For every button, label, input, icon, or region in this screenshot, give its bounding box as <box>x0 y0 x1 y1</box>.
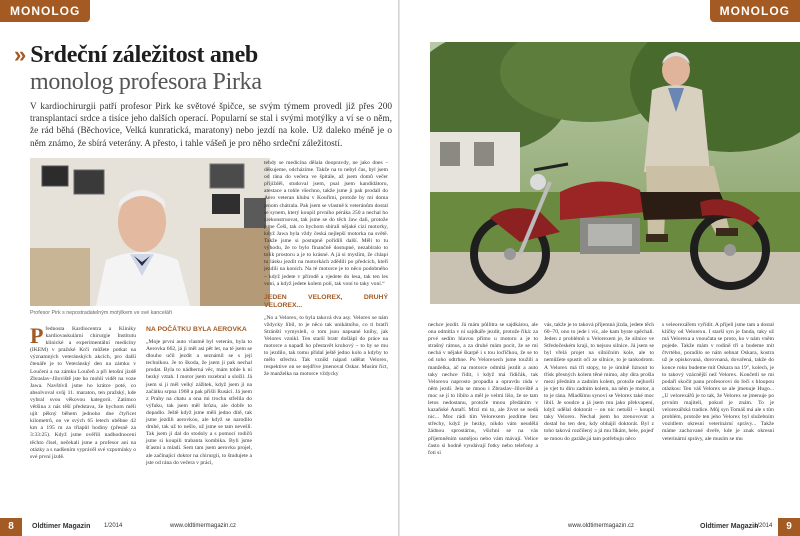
subheading-aerovka: NA POČÁTKU BYLA AEROVKA <box>146 326 247 333</box>
footer-magazine-right: Oldtimer Magazin <box>700 523 759 530</box>
right-column-1-text: nechce jezdit. Já mám půllitra se sajdkárou, ale ona odmítla v ní sajdkáře jezdit, protože říká: za prvé sedím hlavou přímo u motoru a je to strašný rámus, a za druhé mám pocit, že se mi nechá v nějaké škarpě i s tou loďičkou, že se to od toho odtrhne. Po Velorexech jsme toužili a manželka, ač na motorce odmítá jezdit a auto taky nechce řídit, i když má řidičák, tak Velorexu naprosto propadla a opravdu ráda v něm jezdí. Jela se mnou i Zbraslav–Jíloviště a moc se jí to líbilo a měl je velmi lišo, že se tam letos nedostanu, protože mnou předáním v kazaňské Antaří. Mrzí mi to, ale život se nedá nic... Moc rádi tím Velorexem jezdíme bez střechy, když je hezky, nikdo vám neudělá žádnou sprostárnu, všichni se na vás příjemněním usmějou nebo vám mávají. Velice často si hodně vyndávají fotky nebo telefony a foti si <box>428 322 538 456</box>
title-line-1: Srdeční záležitost aneb <box>30 42 258 68</box>
motorcycle-photo <box>430 42 800 304</box>
right-column-3 <box>662 322 774 443</box>
left-column-1-text: řednosta Kardiocentra a Kliniky kardiovaskulární chirurgie Institutu klinické a experimentální medicíny (IKEM) v pražské Krči můžete potkat na významných veteránských akcích, pro další čtenáře je to Veteránský den na zámku v Loučeni a na zámku Loučeň a při letošní jízdě Zbraslav–Jíloviště jste ho mohli vidět na voze Jawa. Navštívil jsme ho krátce poté, co absolvoval svůj 11. maraton, ten pražský, kde vybral svou věkovou kategorii. Zatímco většina z nás těší představa, že bychom měli ujít pěkný během jednoho dne čtyřicet kilometrů, on ve svých 65 letech uběhne 42 km a 195 m za třiapůl hodiny (přesně za 3:33:25). Když jsme ověřili nadhodnocení těchto čísel, nečekali jsme a profesor ani na otázky a s nadšením vyprávěl své vzpomínky o své první jízdě. <box>30 326 136 460</box>
footer-magazine-left: Oldtimer Magazin <box>32 523 91 530</box>
left-column-3 <box>264 160 388 379</box>
article-title <box>14 42 394 96</box>
footer-url-left: www.oldtimermagazin.cz <box>170 523 237 529</box>
title-line-2: monolog profesora Pirka <box>30 69 262 95</box>
left-column-1 <box>30 323 136 461</box>
page-number-left: 8 <box>0 518 22 536</box>
page-number-right: 9 <box>778 518 800 536</box>
article-lead: V kardiochirurgii patří profesor Pirk ke světové špičce, se svým týmem provedl již přes 200 transplantací srdce a tisíce jeho dalších operací. Popularní se stal i svými motýlky a ví se o něm, že rád běhá (Běchovice, Velká kunratická, maratony) nebo jezdí na kole. Už daleko méně je o něm známo, že sbírá veterány. A přesto, i tahle vášeň je pro něho srdeční záležitostí. <box>30 102 392 149</box>
footer-url-right: www.oldtimermagazin.cz <box>568 523 635 529</box>
subheading-velorex: JEDEN VELOREX, DRUHÝ VELOREX... <box>264 293 388 309</box>
section-label-right: MONOLOG <box>710 0 800 22</box>
footer-left <box>0 518 400 536</box>
office-illustration <box>30 158 270 306</box>
right-column-2-text: vás, takže je to taková příjemná jízda, jedete těch 60–70, ono to jede i víc, ale kam byste spěchali. Jeden z problémů u Velorexem je, že silnice ve Středočeském kraji, to nejsou silnice. Já jsem se byl vřelá projet na silničním kole, ale to nemůžete spustit oči ze silnice, to je tankodrom. A Velorex má tři stopy, to je úmlně liznout to třísk přesných kolem těné mimo, aby díra prošla mezi předním a zadním kolem, protože nejhorší je vjet tu díru zadním kolem, na něm je motor, a to je rána. Mladšímu synovi se Velorex také moc líbil. Je soudce a já jsem mu jako překvapení, když udělal doktorát – on nic netušil – koupil taky Velorex. Nechal jsem ho zrenovovat a dostal ho ten den, kdy obhájil doktorát. Byl z toho taková rozčilený a já mu říkám, hele, pojeď se mnou do garáže,já tam potřebuju něco <box>544 322 654 442</box>
section-label-left: MONOLOG <box>0 0 90 22</box>
footer-right <box>400 518 800 536</box>
title-marker: » <box>14 42 27 67</box>
left-column-3-text-2: „No a Velorex, to byla taková dva asy. Velorex se nám vždycky líbil, to je něco tak unikátního, co ti bratři Stránští vymysleli, o tom jsou napsané knihy, jak Velorex vznikl. Ten starší bratr došlápl do práce na motorce a napadl ho přestavět kruhový – to by se mu to jezdilo, tak tomu přidal ještě jedno kolo a kdyby to mělo střechu. Tak vznikl nápad udělat Velorex, respektive on se nejdříve jmenoval Oskar. Musím říct, že manželka na motorce vždycky <box>264 314 388 378</box>
left-column-3-text: tehdy se medicína dělala doopravdy, ne jako dnes – děkujeme, odcházíme. Takže na to nebyl čas, byl jsem od rána do večera ve špitále, až jsem domů večer přijížděl, studoval jsem, psal jsem kandidátoru, atestace a tohle všechno, takže jsme ji pak prodali do Aero veteran klubu v Kouřimi, protože by mi doma jenom chátrala. Pak jsem se vlastně k veteránům dostal se synem, který koupil prvního péráka 250 a nechal ho zrekonstruovat, tak jsme se do těch Jaw dali, protože jsme Češi, tak co bychom sbírali nějaké cizí motorky, když Jawa byla vždy česká nejlepší motorka na světě. Takže jsme si postupně pořídili další. Měli to tu výhodu, že to bylo finančně dostupné, nezabíralo to tolik prostoru a je to krásné. A já si myslím, že chlapi tu lásku jezdit na motorkách zdědili po předcích, kteří jezdili na koních. Na té motorce je to něco podobného – když jedete v přírodě a vjedete do lesa, tak ten les voní, a když jedete kolem polí, tak voní to taky voní.“ <box>264 160 388 287</box>
right-column-1 <box>428 322 538 457</box>
photo-caption: Profesor Pirk s nepostradatelným motýlkem ve své kanceláři <box>30 310 172 316</box>
right-column-3-text: s veleorexářem vyřídit. A přijeli jsme tam a dostal klíčky od Velorexu. I starší syn je fanda, taky už má Velorexa a vnoučata se proto, ko v nám vněm pojede. Takže mám v rodině tři a budeme mít čtvrtého, poradilo se nám sehnat Oskara, kostra už je opiskovaná, dorovnaná, dovařená, takže do konce roku budeme mít Oskara na 19", kolech, je to takový vzácnější než Velorex. Končetli se mi podaří skočit panu profesorovi do řeči s hloupou otázkou: Ten váš Velorex se ale jmenuje Hugo... „U velorexářů je to tak, že Velorex se jmenuje po prvním majiteli, pokud je znám. To je velorexářská tradice. Můj syn Tomáš má ale s tím problém, protože ten jeho Velorex byl služebním vozidlem okresní veterinární správy... Takže máme zachované dveře, kde je znak okresní veterinární správy, ale musím se mu <box>662 322 774 442</box>
drop-cap: P <box>30 323 44 348</box>
footer-issue-left: 1/2014 <box>104 523 123 529</box>
right-column-2 <box>544 322 654 443</box>
left-column-2 <box>146 320 252 467</box>
office-photo <box>30 158 270 306</box>
motorcycle-illustration <box>430 42 800 304</box>
footer-issue-right: 1/2014 <box>754 523 773 529</box>
left-column-2-text: „Moje první auto vlastně byl veterán, byla to Aerovka 662, já ji měl asi pět let, na té jsem se dlouho učil jezdit a seznámil se s její technikou. Je to škoda, že jsem ji pak nechal prodat. Byla to nádherná věc, mám tohle k ní hezký vztah. I motor jsem rozebral a složil. Já jsem si ji měl velký zážitek, když jsem ji na začátku srpna 1968 a pak přišli Rusáci. Já jsem z Prahy na chatu a ona mi trochu střelila do výfuku, tak jsem měl hrůzu, ale dobře to dopadlo. Ještě když jsme měli jedno dítě, tak jsme jezdili aerovkou, ale když se narodilo druhé, tak už to nešlo, už jsme se tam nevešli. Tak jsem ji dal do stodoly a s pomocí rodičů jsme si koupili trabanta kombika. Byli jsme šťastní a mladí. Sem tam jsem aerovku projel, ale začínající doktor na chirurgii, to študujete a jste od rána do večera v práci, <box>146 339 252 466</box>
